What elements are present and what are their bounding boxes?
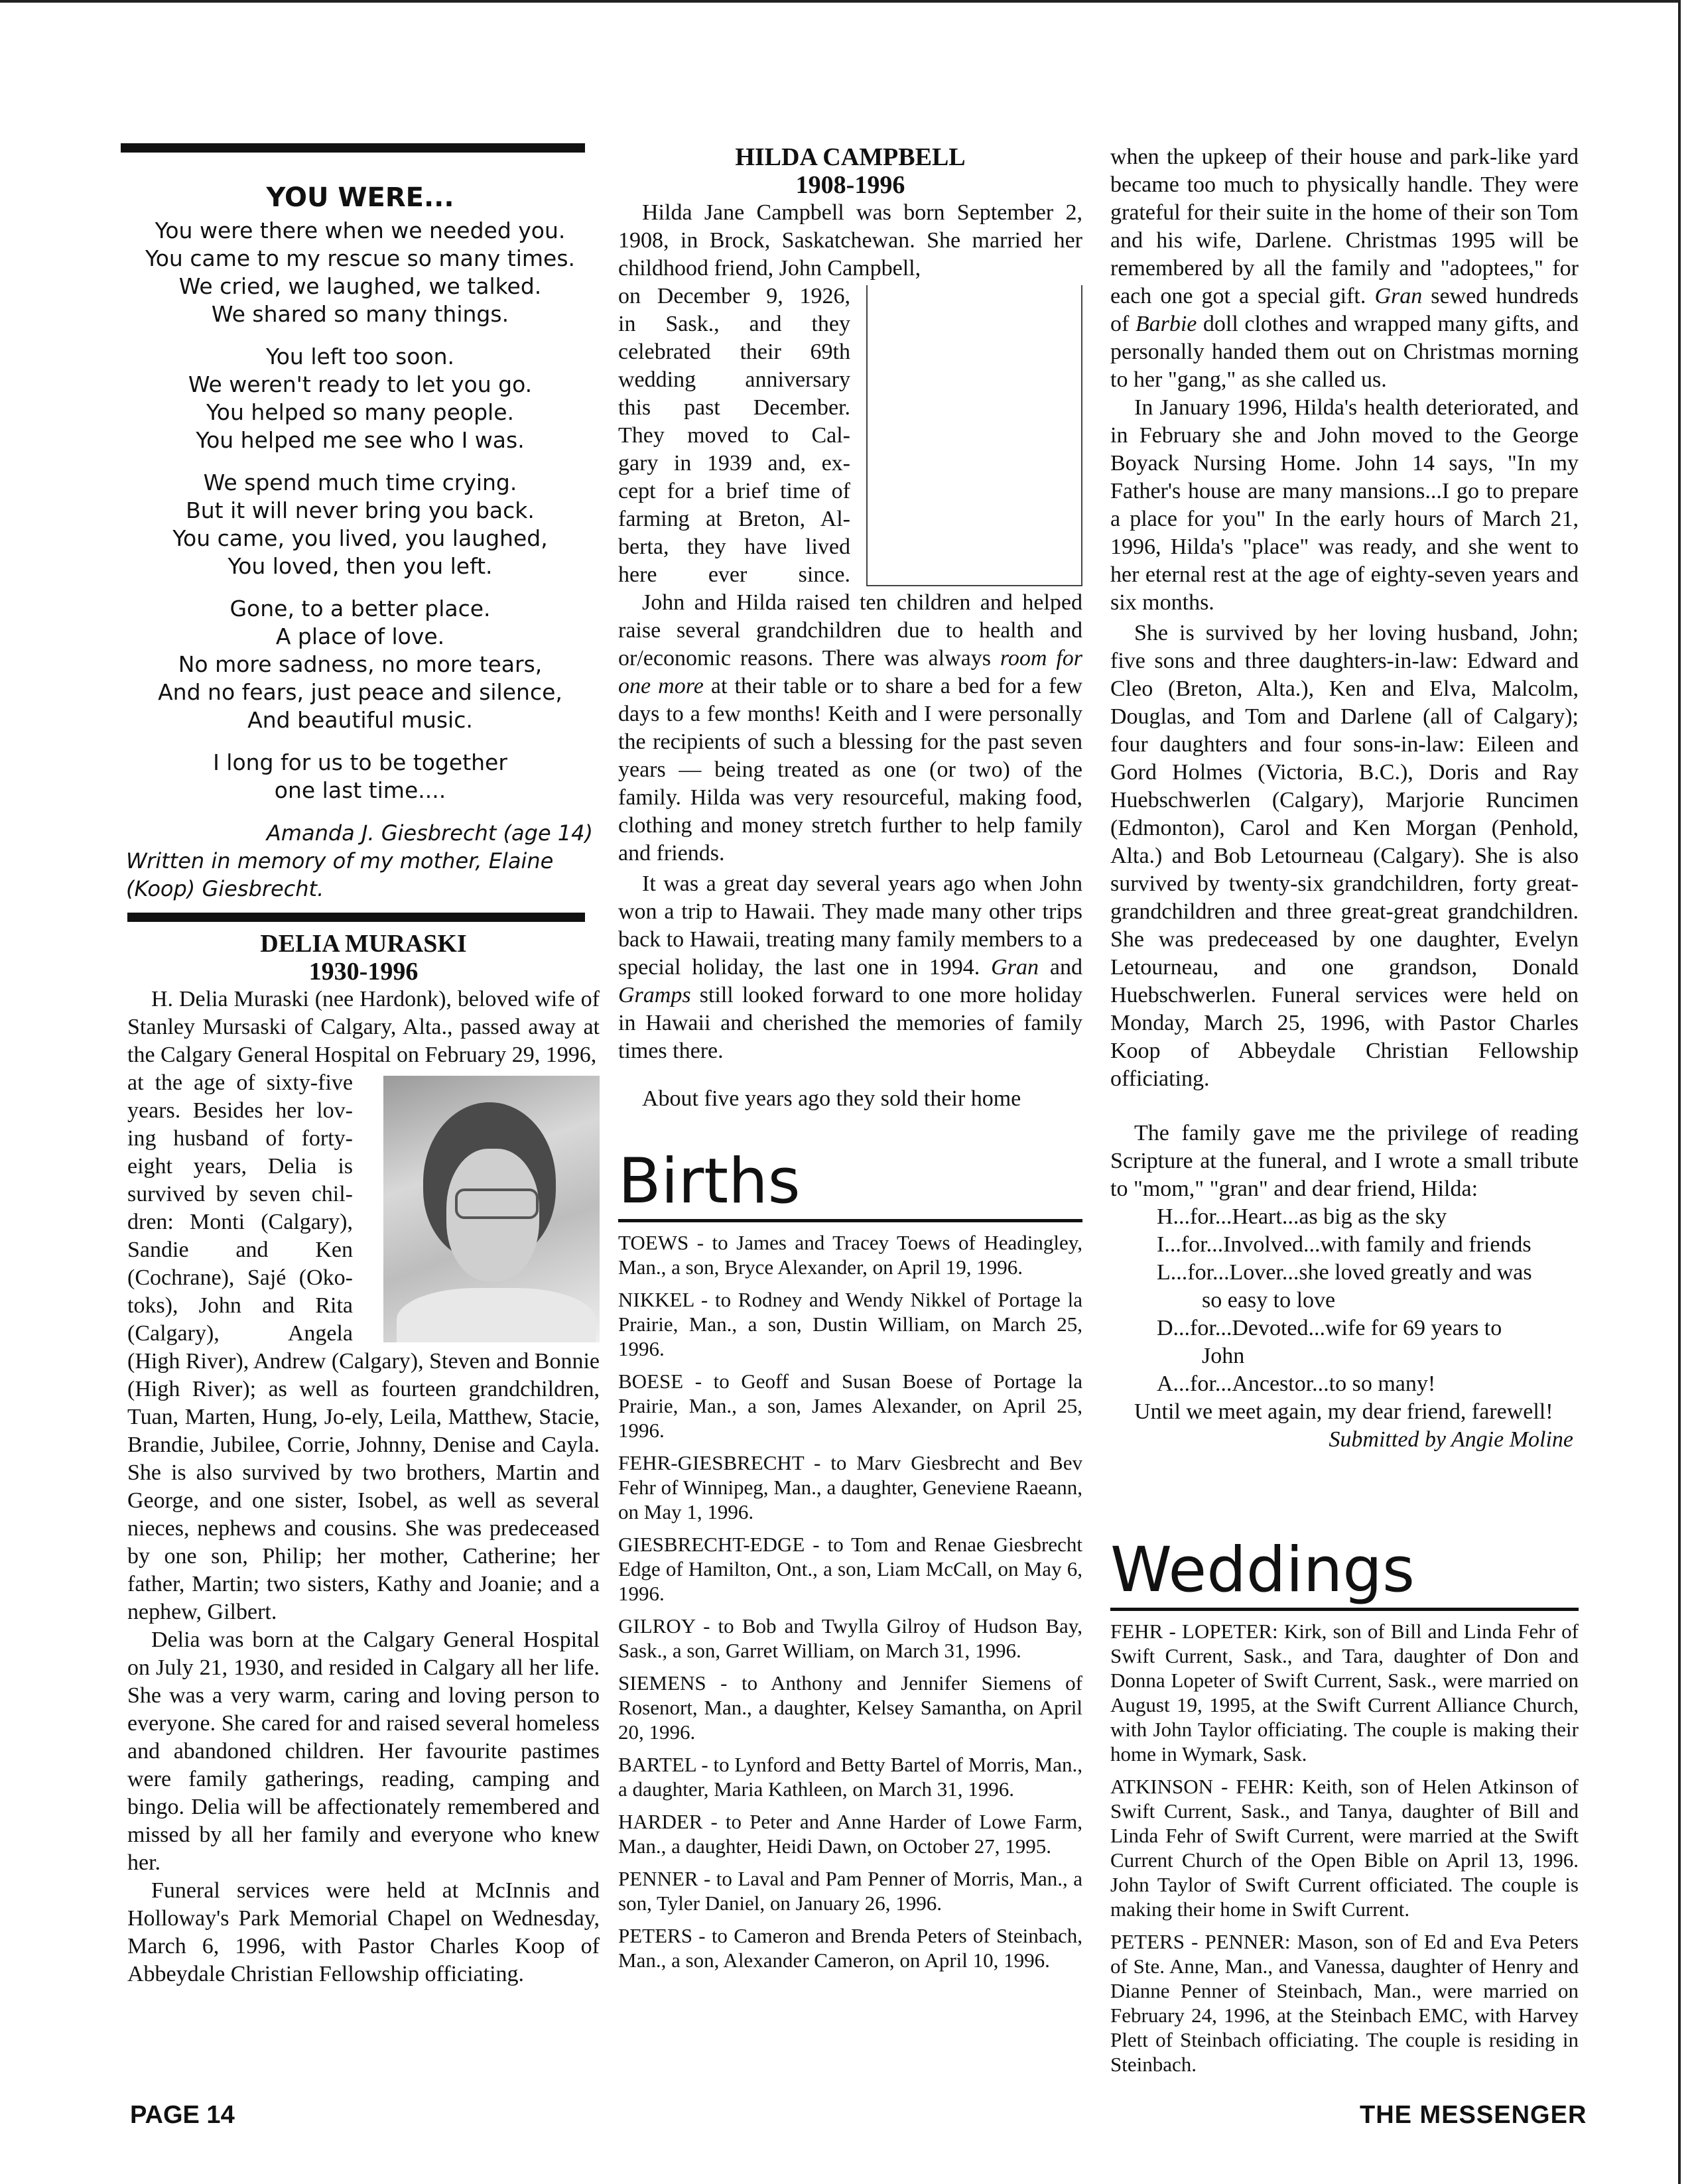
poem-line: You loved, then you left. xyxy=(228,553,493,579)
obituary-line: toks), John and Rita xyxy=(127,1293,353,1318)
birth-announcement: SIEMENS - to Anthony and Jennifer Siemens of Rosenort, Man., a daughter, Kelsey Samantha, on April 20, 1996. xyxy=(618,1671,1082,1744)
birth-announcement: GILROY - to Bob and Twylla Gilroy of Hudson Bay, Sask., a son, Garret William, on March 31, 1996. xyxy=(618,1614,1082,1662)
obituary-line: They moved to Cal- xyxy=(618,423,850,448)
text-emphasis: Gran xyxy=(1374,284,1423,308)
obituary-photo-wrap xyxy=(618,283,1082,589)
text-run: John and Hilda raised ten children and helped raise several grandchildren due to health and or/economic reasons. There was always xyxy=(618,590,1082,671)
obituary-years: 1930-1996 xyxy=(308,958,419,986)
wedding-announcement: PETERS - PENNER: Mason, son of Ed and Eva Peters of Ste. Anne, Man., and Vanessa, daughter of Henry and Dianne Penner of Steinbach, Man., were married on February 24, 1996, at the Steinbach EMC, with Harvey Plett of Steinbach officiating. The couple is residing in Steinbach. xyxy=(1110,1930,1579,2076)
obituary-line: Sandie and Ken xyxy=(127,1238,353,1262)
birth-announcement: PENNER - to Laval and Pam Penner of Morris, Man., a son, Tyler Daniel, on January 26, 1996. xyxy=(618,1867,1082,1915)
obituary-hilda xyxy=(618,143,1082,1113)
text-run: It was a great day several years ago when John won a trip to Hawaii. They made many other trips back to Hawaii, treating many family members to a special holiday, the last one in 1994. xyxy=(618,871,1082,980)
birth-announcement: FEHR-GIESBRECHT - to Marv Giesbrecht and Bev Fehr of Winnipeg, Man., a daughter, Geneviene Raeann, on May 1, 1996. xyxy=(618,1451,1082,1523)
top-divider xyxy=(121,143,585,153)
obituary-line: eight years, Delia is xyxy=(127,1154,353,1179)
weddings-divider xyxy=(1110,1608,1579,1611)
obituary-name: DELIA MURASKI xyxy=(260,930,467,958)
obituary-delia xyxy=(127,930,600,1988)
poem-line: You came to my rescue so many times. xyxy=(145,245,576,271)
text-emphasis: Gran xyxy=(991,955,1039,980)
obituary-paragraph: Delia was born at the Calgary General Hospital on July 21, 1930, and resided in Calgary all her life. She was a very warm, caring and loving person to everyone. She cared for and raised several homeless and abandoned children. Her favourite pastimes were family gatherings, reading, camping and bingo. Delia will be affectionately remembered and missed by all her family and everyone who knew her. xyxy=(127,1628,600,1875)
poem-line: We spend much time crying. xyxy=(203,470,517,495)
obituary-submitted-by: Submitted by Angie Moline xyxy=(1329,1427,1573,1452)
obituary-paragraph xyxy=(618,870,1082,1065)
text-emphasis: Barbie xyxy=(1135,312,1197,336)
text-run: sewed hundreds of xyxy=(1110,284,1579,336)
text-emphasis: Gramps xyxy=(618,983,691,1007)
obituary-line: in Sask., and they xyxy=(618,312,850,336)
births-divider xyxy=(618,1219,1082,1222)
section-divider xyxy=(127,913,585,922)
portrait-photo xyxy=(383,1076,600,1342)
acrostic-line: L...for...Lover...she loved greatly and was xyxy=(1157,1260,1532,1285)
obituary-line: survived by seven chil- xyxy=(127,1182,353,1206)
page-border-top xyxy=(0,0,1681,3)
photo-placeholder xyxy=(866,285,1082,586)
birth-announcement: BOESE - to Geoff and Susan Boese of Portage la Prairie, Man., a son, James Alexander, on April 25, 1996. xyxy=(618,1370,1082,1442)
birth-announcement: HARDER - to Peter and Anne Harder of Lowe Farm, Man., a daughter, Heidi Dawn, on October 27, 1995. xyxy=(618,1810,1082,1858)
obituary-line: at the age of sixty-five xyxy=(127,1070,353,1095)
weddings-list xyxy=(1110,1619,1579,2077)
births-section xyxy=(618,1145,1082,1980)
acrostic-line: D...for...Devoted...wife for 69 years to xyxy=(1157,1316,1502,1340)
obituary-paragraph: (High River), Andrew (Calgary), Steven and Bonnie (High River); as well as fourteen grandchildren, Tuan, Marten, Hung, Jo-ely, Leila, Matthew, Stacie, Brandie, Jubilee, Corrie, Johnny, Denise and Cayla. She is also survived by two brothers, Martin and George, and one sister, Isobel, as well as several nieces, nephews and cousins. She was predeceased by one son, Philip; her mother, Catherine; her father, Martin; two sisters, Kathy and Joanie; and a nephew, Gilbert. xyxy=(127,1349,600,1624)
poem-line: one last time.... xyxy=(274,777,446,803)
poem-stanza xyxy=(121,595,600,734)
obituary-line: this past December. xyxy=(618,395,850,420)
acrostic-line: so easy to love xyxy=(1202,1288,1336,1313)
obituary-line: berta, they have lived xyxy=(618,535,850,559)
page-number: PAGE 14 xyxy=(130,2101,235,2129)
poem-line: You helped so many people. xyxy=(206,399,514,425)
poem-line: We shared so many things. xyxy=(211,301,509,327)
poem-credit xyxy=(121,819,600,903)
births-title: Births xyxy=(618,1145,801,1218)
obituary-wrapped-text xyxy=(127,1069,353,1348)
obituary-line: years. Besides her lov- xyxy=(127,1098,353,1123)
weddings-section xyxy=(1110,1534,1579,2085)
poem-stanza xyxy=(121,469,600,580)
obituary-line: (Calgary), Angela xyxy=(127,1321,353,1346)
poem-title: YOU WERE... xyxy=(266,182,454,213)
poem-line: Gone, to a better place. xyxy=(229,596,491,621)
obituary-line: dren: Monti (Calgary), xyxy=(127,1210,353,1234)
acrostic-line: H...for...Heart...as big as the sky xyxy=(1157,1204,1447,1229)
page-border-right xyxy=(1678,0,1681,2184)
poem-line: No more sadness, no more tears, xyxy=(178,651,543,677)
poem-line: You left too soon. xyxy=(265,344,455,369)
poem-line: You helped me see who I was. xyxy=(196,427,525,453)
wedding-announcement: FEHR - LOPETER: Kirk, son of Bill and Linda Fehr of Swift Current, Sask., and Tara, daughter of Don and Donna Lopeter of Swift Current, Sask., were married on August 19, 1995, at the Swift Current Alliance Church, with John Taylor officiating. The couple is making their home in Wymark, Sask. xyxy=(1110,1620,1579,1766)
poem-line: We weren't ready to let you go. xyxy=(188,371,533,397)
obituary-name: HILDA CAMPBELL xyxy=(735,143,966,171)
obituary-paragraph: Funeral services were held at McInnis and Holloway's Park Memorial Chapel on Wednesday, March 6, 1996, with Pastor Charles Koop of Abbeydale Christian Fellowship officiating. xyxy=(127,1878,600,1986)
obituary-line: on December 9, 1926, xyxy=(618,284,850,308)
poem-stanza xyxy=(121,749,600,804)
obituary-paragraph: Hilda Jane Campbell was born September 2, 1908, in Brock, Saskatchewan. She married her childhood friend, John Campbell, xyxy=(618,200,1082,281)
obituary-line: gary in 1939 and, ex- xyxy=(618,451,850,476)
poem-line: We cried, we laughed, we talked. xyxy=(178,273,542,299)
obituary-line: ing husband of forty- xyxy=(127,1126,353,1151)
obituary-years: 1908-1996 xyxy=(795,171,905,199)
poem-line: A place of love. xyxy=(275,623,445,649)
obituary-hilda-continued xyxy=(1110,143,1579,1454)
obituary-wrapped-text xyxy=(618,283,850,589)
text-run: doll clothes and wrapped many gifts, and personally handed them out on Christmas morning to her "gang," as she called us. xyxy=(1110,312,1579,392)
obituary-photo-wrap xyxy=(127,1069,600,1348)
poem-line: But it will never bring you back. xyxy=(186,497,535,523)
obituary-line: farming at Breton, Al- xyxy=(618,507,850,531)
poem-line: You were there when we needed you. xyxy=(155,218,566,243)
obituary-paragraph: H. Delia Muraski (nee Hardonk), beloved wife of Stanley Mursaski of Calgary, Alta., passed away at the Calgary General Hospital on February 29, 1996, xyxy=(127,987,600,1067)
obituary-paragraph: In January 1996, Hilda's health deteriorated, and in February she and John moved to the George Boyack Nursing Home. John 14 says, "In my Father's house are many mansions...I go to prepare a place for you" In the early hours of March 21, 1996, Hilda's "place" was ready, and she went to her eternal rest at the age of eighty-seven years and six months. xyxy=(1110,395,1579,615)
obituary-line: (Cochrane), Sajé (Oko- xyxy=(127,1265,353,1290)
obituary-closing: Until we meet again, my dear friend, farewell! xyxy=(1134,1399,1553,1424)
acrostic-tribute xyxy=(1110,1203,1579,1398)
obituary-paragraph xyxy=(618,589,1082,867)
poem-stanza xyxy=(121,217,600,328)
text-emphasis: room for one more xyxy=(618,646,1082,698)
poem-line: And no fears, just peace and silence, xyxy=(158,679,562,705)
text-run: at their table or to share a bed for a few days to a few months! Keith and I were personally the recipients of such a blessing for the past seven years — being treated as one (or two) of the family. Hilda was very resourceful, making food, clothing and money stretch further to help family and friends. xyxy=(618,674,1082,866)
obituary-line: here ever since. xyxy=(618,562,850,587)
poem-line: I long for us to be together xyxy=(213,749,507,775)
poem-line: And beautiful music. xyxy=(247,707,473,733)
birth-announcement: TOEWS - to James and Tracey Toews of Headingley, Man., a son, Bryce Alexander, on April 19, 1996. xyxy=(618,1231,1082,1279)
text-run: when the upkeep of their house and park-like yard became too much to physically handle. They were grateful for their suite in the home of their son Tom and his wife, Darlene. Christmas 1995 will be remembered by all the family and "adoptees," for each one got a special gift. xyxy=(1110,145,1579,308)
text-run: still looked forward to one more holiday in Hawaii and cherished the memories of family times there. xyxy=(618,983,1082,1063)
birth-announcement: BARTEL - to Lynford and Betty Bartel of Morris, Man., a daughter, Maria Kathleen, on March 31, 1996. xyxy=(618,1753,1082,1801)
publication-name: THE MESSENGER xyxy=(1360,2101,1587,2129)
obituary-paragraph: The family gave me the privilege of reading Scripture at the funeral, and I wrote a small tribute to "mom," "gran" and dear friend, Hilda: xyxy=(1110,1121,1579,1201)
births-list xyxy=(618,1230,1082,1972)
weddings-title: Weddings xyxy=(1110,1534,1415,1606)
obituary-paragraph xyxy=(1110,143,1579,394)
birth-announcement: PETERS - to Cameron and Brenda Peters of Steinbach, Man., a son, Alexander Cameron, on April 10, 1996. xyxy=(618,1924,1082,1972)
poem-line: You came, you lived, you laughed, xyxy=(172,525,548,551)
obituary-line: celebrated their 69th xyxy=(618,340,850,364)
poem-credit-line: Amanda J. Giesbrecht (age 14) xyxy=(266,820,593,846)
birth-announcement: NIKKEL - to Rodney and Wendy Nikkel of Portage la Prairie, Man., a son, Dustin William, on March 25, 1996. xyxy=(618,1288,1082,1360)
acrostic-line: A...for...Ancestor...to so many! xyxy=(1157,1372,1436,1396)
obituary-paragraph: She is survived by her loving husband, John; five sons and three daughters-in-law: Edward and Cleo (Breton, Alta.), Ken and Elva, Malcolm, Douglas, and Tom and Darlene (all of Calgary); four daughters and four sons-in-law: Eileen and Gord Holmes (Victoria, B.C.), Doris and Ray Huebschwerlen (Calgary), Marjorie Runcimen (Edmonton), Carol and Ken Morgan (Penhold, Alta.) and Bob Letourneau (Calgary). She is also survived by twenty-six grandchildren, forty great-grandchildren and three great-great grandchildren. She was predeceased by one daughter, Evelyn Letourneau, and one grandson, Donald Huebschwerlen. Funeral services were held on Monday, March 25, 1996, with Pastor Charles Koop of Abbeydale Christian Fellowship officiating. xyxy=(1110,621,1579,1091)
poem-credit-line: Written in memory of my mother, Elaine xyxy=(126,848,554,873)
poem-body xyxy=(121,217,600,804)
wedding-announcement: ATKINSON - FEHR: Keith, son of Helen Atkinson of Swift Current, Sask., and Tanya, daughter of Bill and Linda Fehr of Swift Current, were married at the Swift Current Church of the Open Bible on April 13, 1996. John Taylor of Swift Current officiated. The couple is making their home in Swift Current. xyxy=(1110,1775,1579,1921)
poem xyxy=(121,182,600,903)
birth-announcement: GIESBRECHT-EDGE - to Tom and Renae Giesbrecht Edge of Hamilton, Ont., a son, Liam McCall, on May 6, 1996. xyxy=(618,1533,1082,1605)
poem-stanza xyxy=(121,343,600,454)
obituary-line: cept for a brief time of xyxy=(618,479,850,503)
acrostic-line: John xyxy=(1202,1344,1245,1368)
acrostic-line: I...for...Involved...with family and friends xyxy=(1157,1232,1531,1257)
poem-credit-line: (Koop) Giesbrecht. xyxy=(126,876,324,901)
obituary-line: wedding anniversary xyxy=(618,367,850,392)
text-run: and xyxy=(1038,955,1082,980)
obituary-paragraph: About five years ago they sold their home xyxy=(642,1086,1021,1111)
